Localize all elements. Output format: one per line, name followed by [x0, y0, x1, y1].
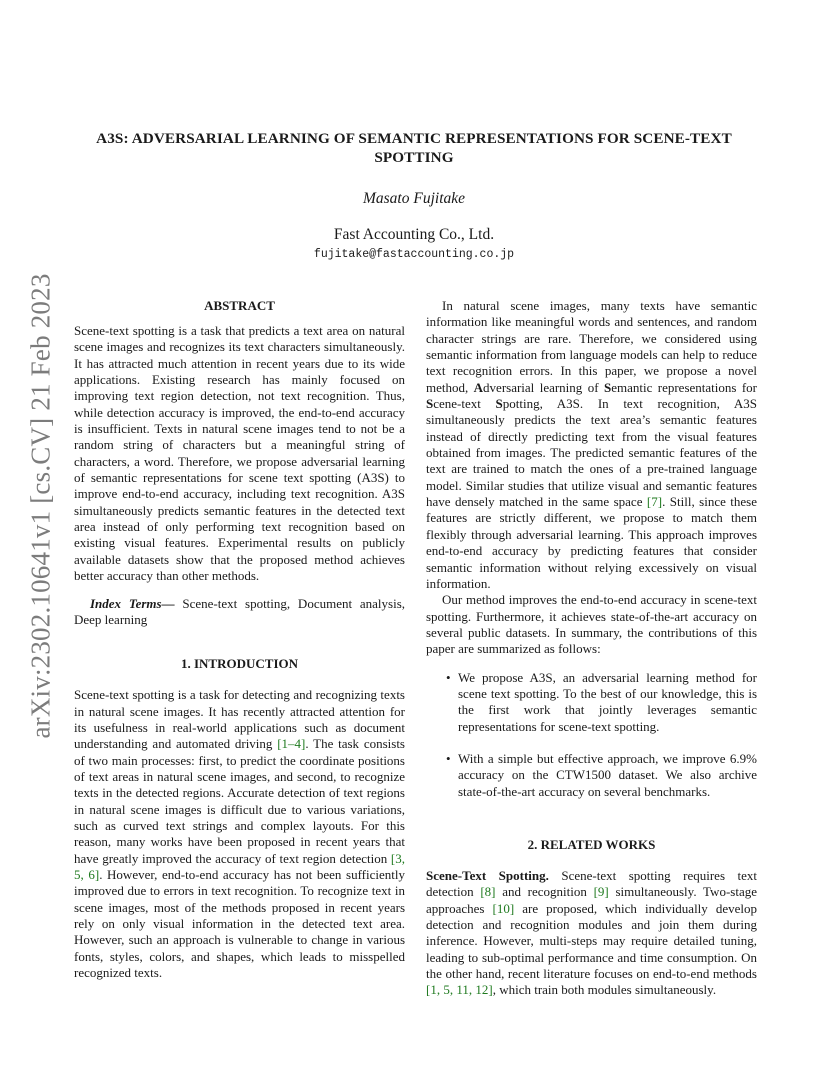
intro2-text-2: dversarial learning of — [483, 379, 604, 395]
related-text-5: , which train both modules simultaneously. — [492, 982, 717, 998]
citation-link[interactable]: [10] — [492, 900, 515, 916]
citation-link[interactable]: [1–4] — [277, 736, 306, 752]
intro-text-2: . The task consists of two main processes: first, to predict the coordinate positions of text areas in natural scene images, and second, to recognize texts in the detected regions. Accurate detection of text regions in natural scene images is difficult due to various variations, such as curved text strings and complex layouts. For this reason, many works have been proposed in recent years that have greatly improved the accuracy of text region detection — [74, 736, 405, 866]
introduction-paragraph — [74, 687, 405, 981]
bullet-icon: • — [446, 750, 451, 766]
contributions-list — [426, 670, 757, 800]
related-text-1: Scene-text spotting requires text detection — [426, 867, 757, 900]
intro2-text-5: potting, A3S. In text recognition, A3S simultaneously predicts the text area’s semantic features instead of directly predicting text from the visual features obtained from images. The predicted semantic features of the text are trained to match the ones of a pre-trained language model. Similar studies that utilize visual and semantic features have densely matched in the same space — [426, 396, 757, 510]
bullet-icon: • — [446, 669, 451, 685]
intro2-text-1: In natural scene images, many texts have semantic information like meaningful words and sentences, and random character strings are rare. Therefore, we considered using semantic information from language models can help to reduce text recognition errors. In this paper, we propose a novel method, — [426, 298, 757, 395]
introduction-heading: 1. INTRODUCTION — [180, 656, 298, 672]
list-item-text: With a simple but effective approach, we improve 6.9% accuracy on the CTW1500 dataset. We also archive state-of-the-art accuracy on several benchmarks. — [458, 750, 757, 799]
intro-text-3: . However, end-to-end accuracy has not been sufficiently improved due to errors in text recognition. To recognize text in scene images, most of the methods proposed in recent years rely on only visual information in the detected text area. However, such an approach is vulnerable to change in various fonts, styles, colors, and shapes, which leads to misspelled recognized texts. — [74, 866, 405, 981]
intro-paragraph-2 — [426, 298, 757, 592]
citation-link[interactable]: [1, 5, 11, 12] — [426, 982, 493, 998]
arxiv-stamp — [22, 273, 60, 739]
left-column — [74, 298, 405, 981]
acronym-letter: S — [426, 396, 434, 412]
intro2-text-6: . Still, since these features are strictly different, we propose to match them flexibly through adversarial learning. This approach improves end-to-end accuracy by predicting features that consider semantic information without relying excessively on visual information. — [426, 494, 758, 591]
citation-link[interactable]: [3, 5, 6] — [74, 850, 405, 882]
related-text-2: and recognition — [495, 884, 594, 900]
index-terms — [74, 596, 405, 629]
intro-paragraph-3: Our method improves the end-to-end accuracy in scene-text spotting. Furthermore, it achieves state-of-the-art accuracy on several public datasets. In summary, the contributions of this paper are summarized as follows: — [426, 592, 757, 657]
list-item-text: We propose A3S, an adversarial learning method for scene text spotting. To the best of our knowledge, this is the first work that jointly leverages semantic representations for scene-text spotting. — [458, 669, 757, 734]
author-name: Masato Fujitake — [362, 190, 466, 207]
related-works-heading: 2. RELATED WORKS — [527, 836, 656, 852]
arxiv-stamp-text: arXiv:2302.10641v1 [cs.CV] 21 Feb 2023 — [25, 273, 56, 739]
intro2-text-4: cene-text — [433, 396, 496, 412]
author-email[interactable]: fujitake@fastaccounting.co.jp — [313, 248, 515, 261]
related-text-3: simultaneously. Two-stage approaches — [426, 884, 757, 916]
citation-link[interactable]: [7] — [646, 494, 663, 510]
index-terms-text: Scene-text spotting, Document analysis, Deep learning — [74, 595, 405, 627]
affiliation: Fast Accounting Co., Ltd. — [333, 226, 495, 243]
citation-link[interactable]: [9] — [593, 884, 609, 900]
intro-text-1: Scene-text spotting is a task for detecting and recognizing texts in natural scene images. It has recently attracted attention for its usefulness in real-world applications such as document understanding and automated driving — [74, 687, 405, 752]
paper-title: A3S: ADVERSARIAL LEARNING OF SEMANTIC REPRESENTATIONS FOR SCENE-TEXT SPOTTING — [96, 130, 732, 166]
abstract-text: Scene-text spotting is a task that predicts a text area on natural scene images and recognizes its text characters simultaneously. It has attracted much attention in recent years due to its wide applications. Existing research has mainly focused on improving text region detection, not text recognition. Thus, while detection accuracy is improved, the end-to-end accuracy is insufficient. Texts in natural scene images tend to not be a random string of characters but a meaningful string of characters, a word. Therefore, we propose adversarial learning of semantic representations for scene text spotting (A3S) to improve end-to-end accuracy, including text recognition. A3S simultaneously predicts semantic features in the detected text area instead of only performing text recognition based on existing visual features. Experimental results on publicly available datasets show that the proposed method achieves better accuracy than other methods. — [74, 323, 405, 584]
index-terms-label: Index Terms— — [90, 595, 175, 611]
acronym-letter: S — [603, 379, 612, 395]
intro2-text-3: emantic representations for — [611, 379, 757, 395]
abstract-heading: ABSTRACT — [204, 298, 275, 313]
related-text-4: are proposed, which individually develop detection and recognition modules and join them during inference. However, multi-steps may require detailed tuning, leading to sub-optimal performance and time consumption. On the other hand, recent literature focuses on end-to-end methods — [426, 900, 758, 982]
list-item — [426, 670, 757, 735]
list-item — [426, 751, 757, 800]
paragraph-heading: Scene-Text Spotting. — [426, 867, 549, 883]
acronym-letter: A — [473, 379, 484, 395]
right-column — [426, 298, 757, 999]
citation-link[interactable]: [8] — [480, 884, 496, 900]
acronym-letter: S — [495, 396, 503, 412]
related-works-paragraph — [426, 868, 757, 999]
